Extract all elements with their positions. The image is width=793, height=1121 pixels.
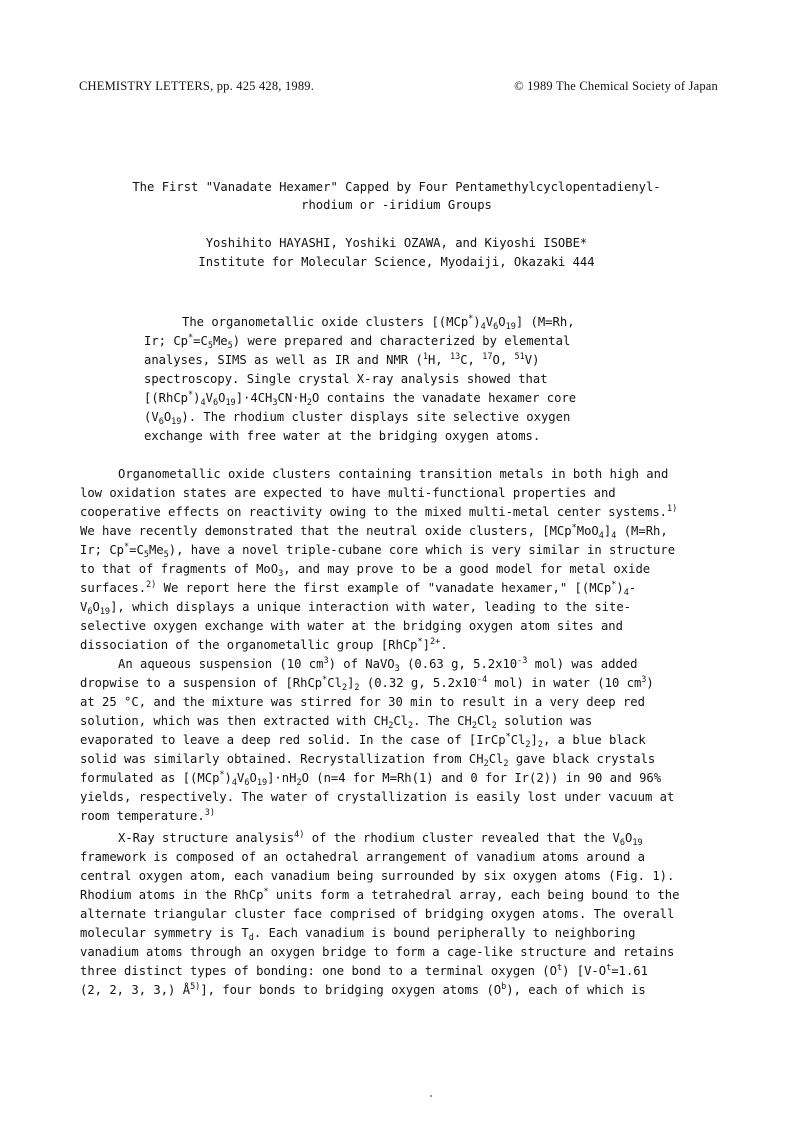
- body-line: yields, respectively. The water of crystallization is easily lost under vacuum at: [80, 790, 675, 804]
- body-line: alternate triangular cluster face comprised of bridging oxygen atoms. The overall: [80, 907, 675, 921]
- abstract-line: Ir; $Cp^*=C_5Me_5$) were prepared and characterized by elemental: [144, 333, 571, 351]
- body-line: dissociation of the organometallic group [RhCp*]$^{2+}$.: [80, 637, 448, 652]
- body-line: cooperative effects on reactivity owing to the mixed multi-metal center systems.$^{1)}$: [80, 504, 678, 519]
- body-line: molecular symmetry is $T_d$. Each vanadium is bound peripherally to neighboring: [80, 926, 636, 943]
- body-line: evaporated to leave a deep red solid. In the case of $[IrCp^*Cl_2]_2$, a blue black: [80, 732, 646, 750]
- body-line: dropwise to a suspension of $[RhCp^*Cl_2]_2$ (0.32 g, $5.2x10^{-4}$ mol) in water (10 $cm^3$): [80, 675, 654, 693]
- abstract-line: spectroscopy. Single crystal X-ray analysis showed that: [144, 372, 548, 386]
- body-line: X-Ray structure analysis$^{4)}$ of the rhodium cluster revealed that the $V_6O_{19}$: [118, 830, 643, 848]
- body-line: vanadium atoms through an oxygen bridge to form a cage-like structure and retains: [80, 945, 675, 959]
- body-line: at 25 °C, and the mixture was stirred for 30 min to result in a very deep red: [80, 695, 645, 709]
- scan-speck: [430, 1095, 432, 1097]
- copyright-notice: © 1989 The Chemical Society of Japan: [514, 79, 718, 93]
- body-line: surfaces.$^{2)}$ We report here the first example of "vanadate hexamer," [$(MCp^*)_4-$: [80, 580, 637, 598]
- affiliation: Institute for Molecular Science, Myodaiji, Okazaki 444: [198, 255, 595, 269]
- body-line: solution, which was then extracted with $CH_2Cl_2$. The $CH_2Cl_2$ solution was: [80, 714, 593, 731]
- abstract-line: $[(RhCp^*)_4V_6O_{19}]\cdot 4CH_3CN\cdot H_2O$ contains the vanadate hexamer core: [144, 390, 577, 408]
- body-line: $V_6O_{19}$], which displays a unique interaction with water, leading to the site-: [80, 600, 632, 617]
- body-line: framework is composed of an octahedral arrangement of vanadium atoms around a: [80, 850, 645, 864]
- body-line: selective oxygen exchange with water at the bridging oxygen atom sites and: [80, 619, 623, 633]
- body-line: solid was similarly obtained. Recrystallization from $CH_2Cl_2$ gave black crystals: [80, 752, 656, 769]
- body-line: We have recently demonstrated that the neutral oxide clusters, $[MCp^*MoO_4]_4$ (M=Rh,: [80, 523, 668, 541]
- body-line: Ir; $Cp^*=C_5Me_5$), have a novel triple-cubane core which is very similar in structure: [80, 542, 676, 560]
- body-line: central oxygen atom, each vanadium being surrounded by six oxygen atoms (Fig. 1).: [80, 869, 675, 883]
- article-title-line-1: The First "Vanadate Hexamer" Capped by Four Pentamethylcyclopentadienyl-: [132, 180, 661, 194]
- body-line: room temperature.$^{3)}$: [80, 808, 215, 823]
- abstract-line: analyses, SIMS as well as IR and NMR ($^1$H, $^{13}$C, $^{17}$O, $^{51}$V): [144, 352, 540, 367]
- abstract-line: exchange with free water at the bridging oxygen atoms.: [144, 429, 541, 443]
- author-list: Yoshihito HAYASHI, Yoshiki OZAWA, and Kiyoshi ISOBE*: [205, 236, 588, 250]
- abstract-line: The organometallic oxide clusters $[(MCp^*)_4V_6O_{19}]$ (M=Rh,: [182, 314, 575, 332]
- body-line: to that of fragments of MoO$_3$, and may prove to be a good model for metal oxide: [80, 562, 651, 579]
- article-title-line-2: rhodium or -iridium Groups: [301, 198, 492, 212]
- body-line: three distinct types of bonding: one bond to a terminal oxygen $(O^t)$ [$V-O^t=1.61$: [80, 963, 648, 978]
- abstract-line: $(V_6O_{19})$. The rhodium cluster displays site selective oxygen: [144, 410, 571, 427]
- body-line: (2, 2, 3, 3,) $Å^{5)}$], four bonds to bridging oxygen atoms $(O^b)$, each of which is: [80, 982, 646, 997]
- journal-citation: CHEMISTRY LETTERS, pp. 425 428, 1989.: [79, 79, 315, 93]
- body-line: Rhodium atoms in the RhCp* units form a tetrahedral array, each being bound to the: [80, 887, 680, 902]
- body-line: Organometallic oxide clusters containing transition metals in both high and: [118, 467, 669, 481]
- body-line: An aqueous suspension (10 $cm^3$) of NaVO$_3$ (0.63 g, $5.2x10^{-3}$ mol) was added: [118, 656, 638, 674]
- body-line: low oxidation states are expected to have multi-functional properties and: [80, 486, 616, 500]
- body-line: formulated as $[(MCp^*)_4V_6O_{19}]\cdot nH_2O$ (n=4 for M=Rh(1) and 0 for Ir(2)) in 90 and 96%: [80, 770, 662, 788]
